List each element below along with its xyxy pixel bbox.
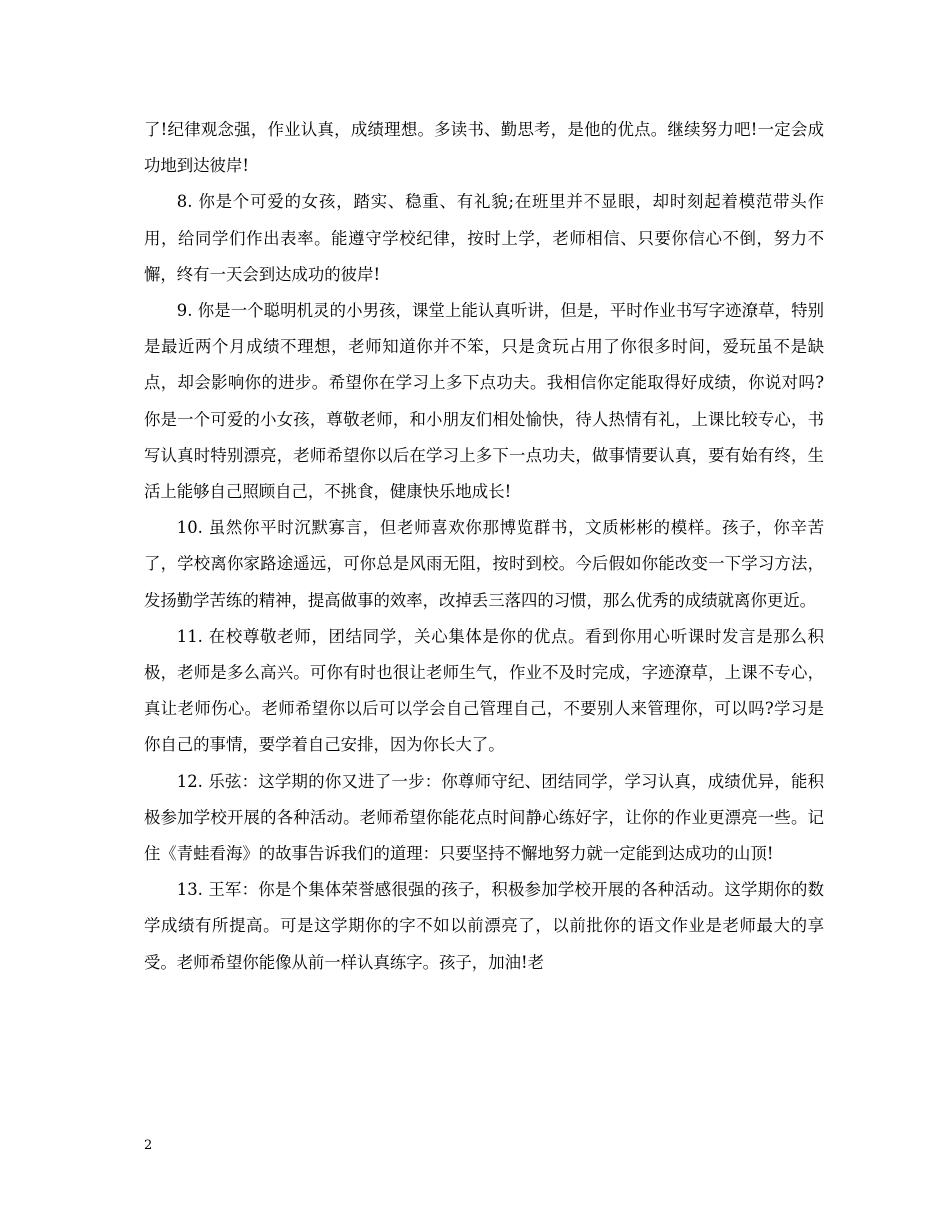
paragraph-item-12: 12. 乐弦：这学期的你又进了一步：你尊师守纪、团结同学，学习认真，成绩优异，能积极参加学校开展的各种活动。老师希望你能花点时间静心练好字，让你的作业更漂亮一些。记住《青蛙看海》的故事告诉我们的道理：只要坚持不懈地努力就一定能到达成功的山顶! [144,771,824,864]
paragraph-item-10: 10. 虽然你平时沉默寡言，但老师喜欢你那博览群书，文质彬彬的模样。孩子，你辛苦了，学校离你家路途遥远，可你总是风雨无阻，按时到校。今后假如你能改变一下学习方法，发扬勤学苦练的精神，提高做事的效率，改掉丢三落四的习惯，那么优秀的成绩就离你更近。 [144,518,824,610]
document-body [144,112,824,981]
paragraph-continuation: 了!纪律观念强，作业认真，成绩理想。多读书、勤思考，是他的优点。继续努力吧!一定会成功地到达彼岸! [144,120,824,176]
page-number: 2 [144,1138,153,1153]
paragraph-item-13: 13. 王军：你是个集体荣誉感很强的孩子，积极参加学校开展的各种活动。这学期你的数学成绩有所提高。可是这学期你的字不如以前漂亮了，以前批你的语文作业是老师最大的享受。老师希望你能像从前一样认真练字。孩子，加油!老 [144,880,824,972]
paragraph-item-11: 11. 在校尊敬老师，团结同学，关心集体是你的优点。看到你用心听课时发言是那么积极，老师是多么高兴。可你有时也很让老师生气，作业不及时完成，字迹潦草，上课不专心，真让老师伤心。老师希望你以后可以学会自己管理自己，不要别人来管理你，可以吗?学习是你自己的事情，要学着自己安排，因为你长大了。 [144,626,824,755]
paragraph-item-9: 9. 你是一个聪明机灵的小男孩，课堂上能认真听讲，但是，平时作业书写字迹潦草，特别是最近两个月成绩不理想，老师知道你并不笨，只是贪玩占用了你很多时间，爱玩虽不是缺点，却会影响你的进步。希望你在学习上多下点功夫。我相信你定能取得好成绩，你说对吗? 你是一个可爱的小女孩，尊敬老师，和小朋友们相处愉快，待人热情有礼，上课比较专心，书写认真时特别漂亮，老师希望你以后在学习上多下一点功夫，做事情要认真，要有始有终，生活上能够自己照顾自己，不挑食，健康快乐地成长! [144,301,824,502]
paragraph-item-8: 8. 你是个可爱的女孩，踏实、稳重、有礼貌;在班里并不显眼，却时刻起着模范带头作用，给同学们作出表率。能遵守学校纪律，按时上学，老师相信、只要你信心不倒，努力不懈，终有一天会到达成功的彼岸! [144,192,824,284]
